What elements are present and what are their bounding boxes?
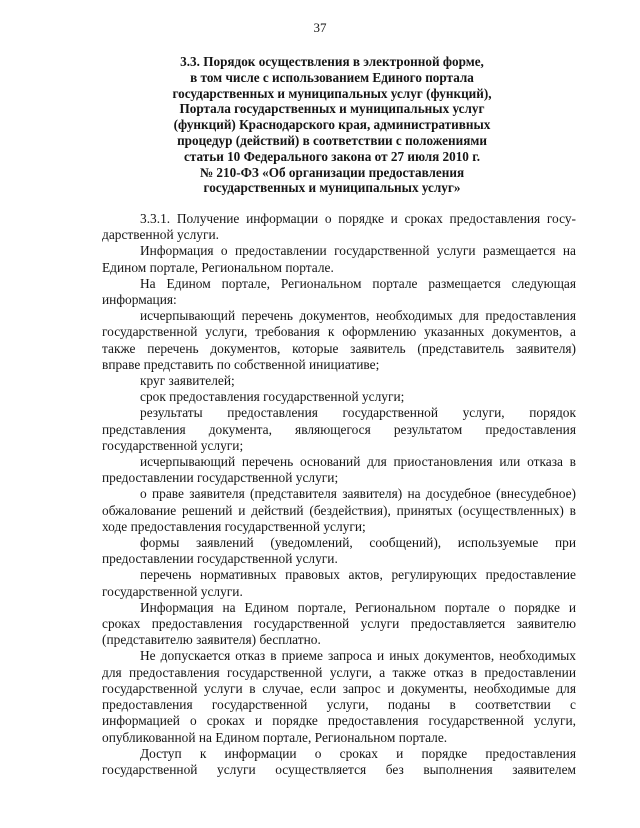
paragraph-info-request: [102, 211, 576, 243]
text-line: (представителю заявителя) бесплатно.: [102, 632, 321, 648]
text-line: для предоставления государственной услуги, а также отказ в предоставлении: [102, 664, 576, 680]
list-item-legal-acts: [102, 567, 576, 599]
text-line: предоставлении государственной услуги.: [102, 551, 338, 567]
text-line: Информация на Едином портале, Региональном портале о порядке и: [140, 599, 576, 615]
list-item-forms: [102, 535, 576, 567]
text-line: перечень нормативных правовых актов, регулирующих предоставление: [140, 567, 576, 583]
text-line: государственной услуги осуществляется без выполнения заявителем: [102, 761, 576, 777]
text-line: Едином портале, Региональном портале.: [102, 259, 334, 275]
paragraph-info-placement: [102, 243, 576, 275]
body-text: [102, 211, 576, 778]
text-line: сроках предоставления государственной услуги предоставляется заявителю: [102, 616, 576, 632]
paragraph-access: [102, 746, 576, 778]
paragraph-portal-info: [102, 276, 576, 308]
text-line: обжалование решений и действий (бездействия), принятых (осуществленных) в: [102, 502, 576, 518]
list-item-term: [102, 389, 576, 405]
text-line: срок предоставления государственной услуги;: [140, 389, 405, 405]
text-line: дарственной услуги.: [102, 227, 219, 243]
text-line: государственной услуги, требования к оформлению указанных документов, а: [102, 324, 576, 340]
text-line: Информация о предоставлении государственной услуги размещается на: [140, 243, 576, 259]
text-line: На Едином портале, Региональном портале размещается следующая: [140, 275, 576, 291]
paragraph-no-refusal: [102, 648, 576, 745]
heading-line: 3.3. Порядок осуществления в электронной форме,: [180, 54, 484, 69]
text-line: исчерпывающий перечень оснований для приостановления или отказа в: [140, 454, 576, 470]
list-item-results: [102, 405, 576, 454]
text-line: Доступ к информации о сроках и порядке предоставления: [140, 745, 576, 761]
list-item-refusal-grounds: [102, 454, 576, 486]
section-heading: [150, 54, 514, 196]
list-item-applicants: [102, 373, 576, 389]
text-line: формы заявлений (уведомлений, сообщений), используемые при: [140, 535, 576, 551]
text-line: о праве заявителя (представителя заявителя) на досудебное (внесудебное): [140, 486, 576, 502]
heading-line: государственных и муниципальных услуг (функций),: [172, 85, 492, 101]
list-item-documents: [102, 308, 576, 373]
text-line: информация:: [102, 292, 177, 308]
text-line: исчерпывающий перечень документов, необходимых для предоставления: [140, 308, 576, 324]
text-line: предоставления государственной услуги, поданы в соответствии с: [102, 697, 576, 713]
heading-line: (функций) Краснодарского края, административных: [173, 117, 491, 133]
heading-line: Портала государственных и муниципальных услуг: [179, 101, 485, 117]
heading-line: № 210-ФЗ «Об организации предоставления: [199, 164, 465, 180]
text-line: информацией о сроках и порядке предоставления государственной услуги,: [102, 713, 576, 729]
text-line: предоставлении государственной услуги;: [102, 470, 339, 486]
text-line: вправе представить по собственной инициативе;: [102, 356, 380, 372]
list-item-appeal-right: [102, 486, 576, 535]
text-line: государственной услуги;: [102, 437, 244, 453]
text-line: также перечень документов, которые заявитель (представитель заявителя): [102, 340, 576, 356]
page-number: 37: [313, 20, 327, 35]
text-line: представления документа, являющегося результатом предоставления: [102, 421, 576, 437]
paragraph-free-of-charge: [102, 600, 576, 649]
heading-line: статьи 10 Федерального закона от 27 июля 2010 г.: [184, 148, 480, 164]
heading-line: процедур (действий) в соответствии с положениями: [177, 132, 487, 148]
text-line: результаты предоставления государственной услуги, порядок: [140, 405, 576, 421]
text-line: круг заявителей;: [140, 373, 235, 389]
text-line: государственной услуги в случае, если запрос и документы, необходимые для: [102, 680, 576, 696]
heading-line: в том числе с использованием Единого портала: [190, 69, 474, 85]
text-line: опубликованной на Едином портале, Региональном портале.: [102, 729, 448, 745]
heading-line: государственных и муниципальных услуг»: [203, 180, 461, 196]
text-line: 3.3.1. Получение информации о порядке и сроках предоставления госу-: [140, 211, 576, 226]
text-line: ходе предоставления государственной услуги;: [102, 518, 366, 534]
text-line: Не допускается отказ в приеме запроса и иных документов, необходимых: [140, 648, 576, 664]
text-line: государственной услуги.: [102, 583, 243, 599]
